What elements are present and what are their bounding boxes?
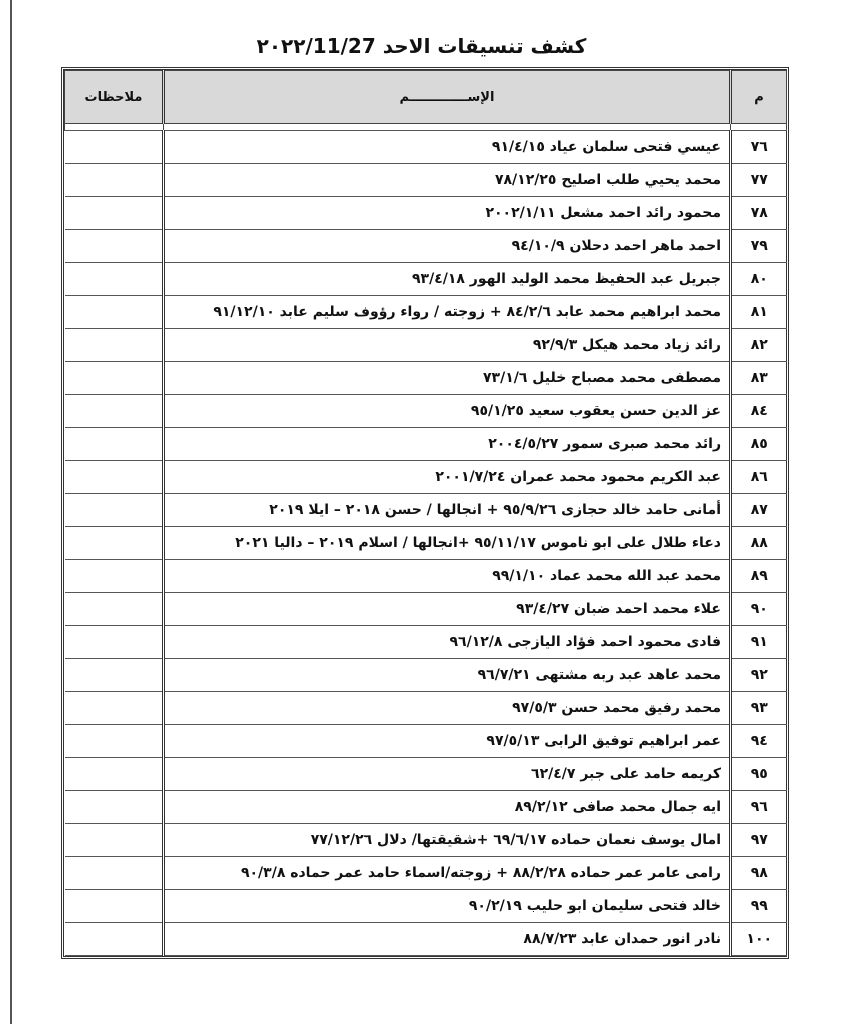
table-row	[65, 230, 787, 263]
row-name: مصطفى محمد مصباح خليل ٧٣/١/٦	[164, 362, 731, 395]
row-notes	[65, 494, 164, 527]
row-notes	[65, 593, 164, 626]
row-number: ٨٠	[731, 263, 787, 296]
row-name: محمد رفيق محمد حسن ٩٧/٥/٣	[164, 692, 731, 725]
row-notes	[65, 296, 164, 329]
table-body	[65, 124, 787, 956]
row-number: ٨٩	[731, 560, 787, 593]
row-name: رامى عامر عمر حماده ٨٨/٢/٢٨ + زوجته/اسماء حامد عمر حماده ٩٠/٣/٨	[164, 857, 731, 890]
row-name: كريمه حامد على جبر ٦٢/٤/٧	[164, 758, 731, 791]
row-notes	[65, 164, 164, 197]
table-row	[65, 395, 787, 428]
row-number: ٨٧	[731, 494, 787, 527]
row-name: محمد يحيي طلب اصليح ٧٨/١٢/٢٥	[164, 164, 731, 197]
row-number: ٩٠	[731, 593, 787, 626]
row-name: ايه جمال محمد صافى ٨٩/٢/١٢	[164, 791, 731, 824]
row-number: ٨٢	[731, 329, 787, 362]
row-number: ٨٨	[731, 527, 787, 560]
row-number: ٩٢	[731, 659, 787, 692]
header-gap	[65, 124, 787, 131]
row-notes	[65, 527, 164, 560]
row-name: خالد فتحى سليمان ابو حليب ٩٠/٢/١٩	[164, 890, 731, 923]
page-edge-line	[10, 0, 12, 1024]
row-notes	[65, 362, 164, 395]
table-row	[65, 197, 787, 230]
table-row	[65, 329, 787, 362]
row-name: امال يوسف نعمان حماده ٦٩/٦/١٧ +شقيقتها/ دلال ٧٧/١٢/٢٦	[164, 824, 731, 857]
table-row	[65, 659, 787, 692]
row-name: عز الدين حسن يعقوب سعيد ٩٥/١/٢٥	[164, 395, 731, 428]
row-name: عمر ابراهيم توفيق الرابى ٩٧/٥/١٣	[164, 725, 731, 758]
row-notes	[65, 329, 164, 362]
row-name: جبريل عبد الحفيظ محمد الوليد الهور ٩٣/٤/١٨	[164, 263, 731, 296]
table-row	[65, 296, 787, 329]
header-notes: ملاحظات	[65, 71, 164, 124]
row-number: ٧٩	[731, 230, 787, 263]
table-row	[65, 428, 787, 461]
table-row	[65, 164, 787, 197]
row-notes	[65, 230, 164, 263]
row-number: ٩١	[731, 626, 787, 659]
row-notes	[65, 857, 164, 890]
row-name: علاء محمد احمد ضبان ٩٣/٤/٢٧	[164, 593, 731, 626]
row-name: عبد الكريم محمود محمد عمران ٢٠٠١/٧/٢٤	[164, 461, 731, 494]
row-notes	[65, 758, 164, 791]
table-row	[65, 461, 787, 494]
table-row	[65, 626, 787, 659]
row-number: ١٠٠	[731, 923, 787, 956]
row-name: رائد محمد صبرى سمور ٢٠٠٤/٥/٢٧	[164, 428, 731, 461]
row-number: ٩٥	[731, 758, 787, 791]
table-row	[65, 791, 787, 824]
row-number: ٩٦	[731, 791, 787, 824]
row-name: رائد زياد محمد هيكل ٩٢/٩/٣	[164, 329, 731, 362]
row-notes	[65, 923, 164, 956]
names-table	[64, 70, 787, 956]
row-name: فادى محمود احمد فؤاد اليازجى ٩٦/١٢/٨	[164, 626, 731, 659]
table-row	[65, 923, 787, 956]
row-notes	[65, 461, 164, 494]
table-row	[65, 725, 787, 758]
table-row	[65, 362, 787, 395]
row-name: محمد عبد الله محمد عماد ٩٩/١/١٠	[164, 560, 731, 593]
row-name: عيسي فتحى سلمان عياد ٩١/٤/١٥	[164, 131, 731, 164]
row-notes	[65, 428, 164, 461]
page-title: كشف تنسيقات الاحد ٢٠٢٢/11/27	[256, 34, 587, 58]
row-number: ٨٦	[731, 461, 787, 494]
row-number: ٩٣	[731, 692, 787, 725]
row-name: نادر انور حمدان عابد ٨٨/٧/٢٣	[164, 923, 731, 956]
header-name: الإســـــــــــــم	[164, 71, 731, 124]
table-row	[65, 758, 787, 791]
row-notes	[65, 263, 164, 296]
row-name: دعاء طلال على ابو ناموس ٩٥/١١/١٧ +انجالها / اسلام ٢٠١٩ – داليا ٢٠٢١	[164, 527, 731, 560]
table-row	[65, 824, 787, 857]
table-row	[65, 494, 787, 527]
header-row	[65, 71, 787, 124]
table-row	[65, 857, 787, 890]
table-row	[65, 131, 787, 164]
row-notes	[65, 692, 164, 725]
row-number: ٩٨	[731, 857, 787, 890]
row-notes	[65, 395, 164, 428]
row-notes	[65, 626, 164, 659]
row-notes	[65, 824, 164, 857]
table-row	[65, 890, 787, 923]
row-number: ٨١	[731, 296, 787, 329]
table-row	[65, 560, 787, 593]
row-number: ٩٧	[731, 824, 787, 857]
row-notes	[65, 791, 164, 824]
row-notes	[65, 131, 164, 164]
row-number: ٨٣	[731, 362, 787, 395]
table-row	[65, 263, 787, 296]
row-name: احمد ماهر احمد دحلان ٩٤/١٠/٩	[164, 230, 731, 263]
row-number: ٩٩	[731, 890, 787, 923]
row-name: أمانى حامد خالد حجازى ٩٥/٩/٢٦ + انجالها / حسن ٢٠١٨ – ايلا ٢٠١٩	[164, 494, 731, 527]
row-number: ٨٤	[731, 395, 787, 428]
row-number: ٧٧	[731, 164, 787, 197]
row-number: ٧٨	[731, 197, 787, 230]
row-name: محمد عاهد عبد ربه مشتهى ٩٦/٧/٢١	[164, 659, 731, 692]
names-table-frame	[61, 67, 789, 959]
row-notes	[65, 725, 164, 758]
row-number: ٩٤	[731, 725, 787, 758]
row-name: محمود رائد احمد مشعل ٢٠٠٢/١/١١	[164, 197, 731, 230]
table-row	[65, 527, 787, 560]
row-number: ٨٥	[731, 428, 787, 461]
row-notes	[65, 890, 164, 923]
row-number: ٧٦	[731, 131, 787, 164]
row-name: محمد ابراهيم محمد عابد ٨٤/٢/٦ + زوجته / رواء رؤوف سليم عابد ٩١/١٢/١٠	[164, 296, 731, 329]
table-row	[65, 593, 787, 626]
row-notes	[65, 560, 164, 593]
header-number: م	[731, 71, 787, 124]
row-notes	[65, 659, 164, 692]
table-row	[65, 692, 787, 725]
row-notes	[65, 197, 164, 230]
